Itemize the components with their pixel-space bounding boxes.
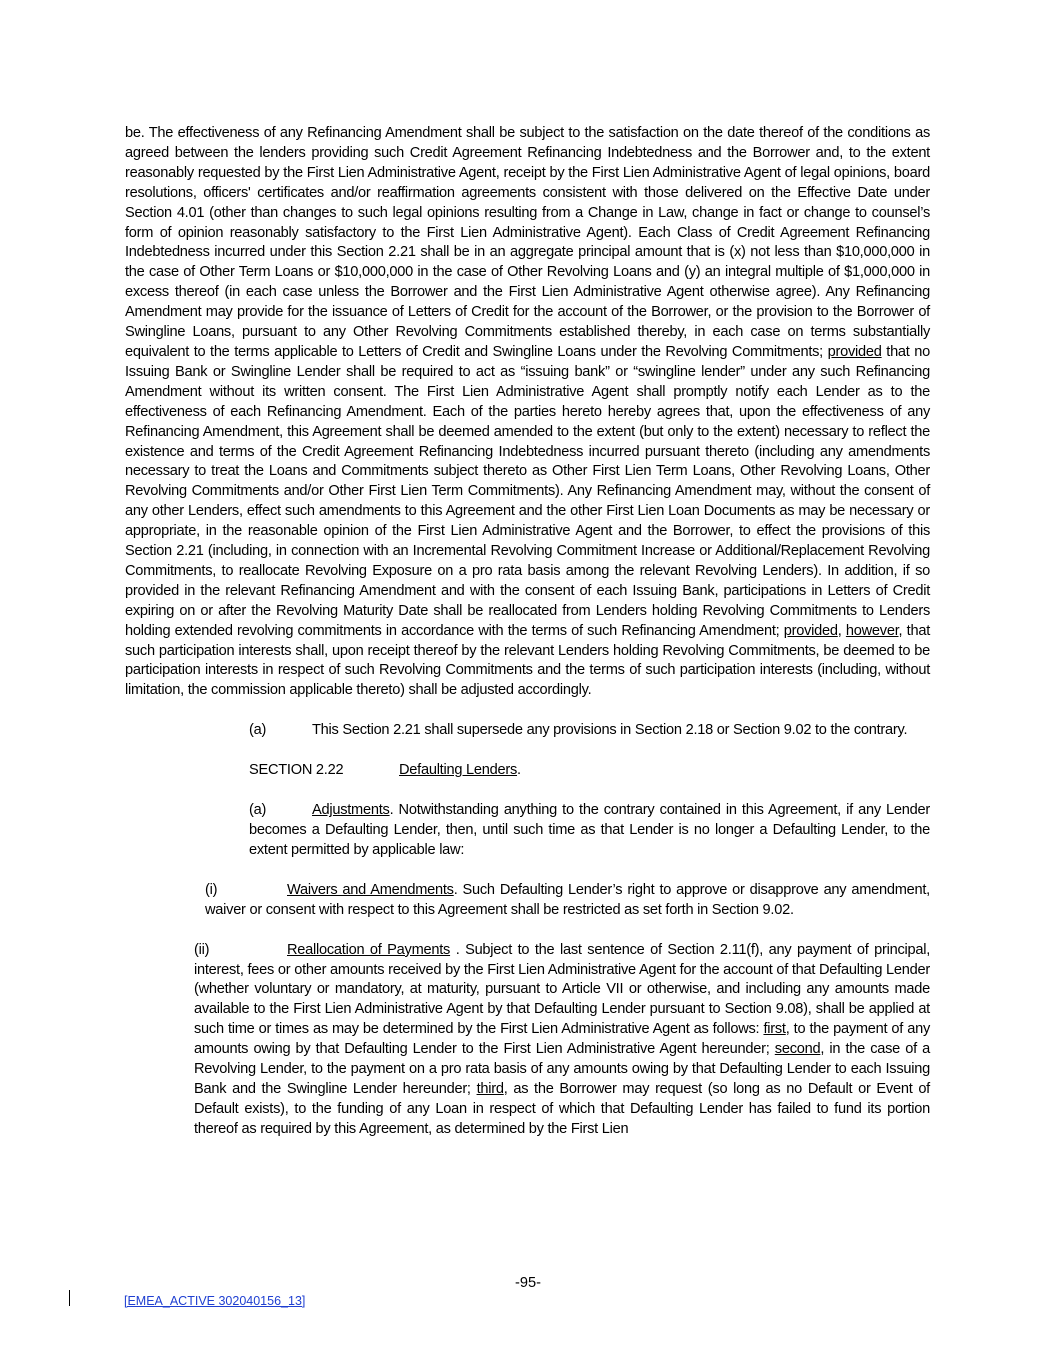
clause-label: (ii) (194, 941, 210, 958)
text-run: , as the Borrower may request (so long as no Default or Event of Default exists), to the funding of any Loan in respect of which that Defaulting Lender has failed to fund its portion thereof as required by this Agreement, as determined by the First Lien (194, 1080, 930, 1137)
clause-label: (a) (249, 722, 267, 739)
underlined-term: first (763, 1021, 786, 1038)
paragraph-a-supersede (125, 721, 930, 741)
text-run: , to the payment of any amounts owing by that Defaulting Lender to the First Lien Administrative Agent hereunder; (194, 1021, 930, 1058)
clause-heading: Waivers and Amendments (287, 881, 454, 898)
underlined-term: third (476, 1080, 504, 1097)
underlined-term: however (845, 622, 899, 639)
document-reference-link[interactable]: [EMEA_ACTIVE 302040156_13] (124, 1294, 306, 1308)
paragraph-refinancing-amendment (125, 124, 930, 701)
section-number: SECTION 2.22 (249, 762, 344, 779)
clause-heading: Adjustments (312, 802, 390, 819)
clause-heading: Reallocation of Payments (287, 941, 451, 958)
text-run: be. The effectiveness of any Refinancing Amendment shall be subject to the satisfaction on the date thereof of the conditions as agreed between the lenders providing such Credit Agreement Refinancing Indebtedness and the Borrower and, to the extent reasonably requested by the First Lien Administrative Agent, receipt by the First Lien Administrative Agent of legal opinions, board resolutions, officers' certificates and/or reaffirmation agreements consistent with those delivered on the Effective Date under Section 4.01 (other than changes to such legal opinions resulting from a Change in Law, change in fact or change to counsel’s form of opinion reasonably satisfactory to the First Lien Administrative Agent). Each Class of Credit Agreement Refinancing Indebtedness incurred under this Section 2.21 shall be in an aggregate principal amount that is (x) not less than $10,000,000 in the case of Other Term Loans or $10,000,000 in the case of Other Revolving Loans and (y) an integral multiple of $1,000,000 in excess thereof (in each case unless the Borrower and the First Lien Administrative Agent otherwise agree). Any Refinancing Amendment may provide for the issuance of Letters of Credit for the account of the Borrower, or the provision to the Borrower of Swingline Loans, pursuant to any Other Revolving Commitments established thereby, in each case on terms substantially equivalent to the terms applicable to Letters of Credit and Swingline Loans under the Revolving Commitments; (125, 125, 930, 360)
text-run: , (837, 622, 846, 639)
section-title: Defaulting Lenders (399, 762, 518, 779)
page-number: -95- (515, 1275, 541, 1291)
clause-label: (i) (205, 881, 218, 898)
paragraph-waivers (125, 881, 930, 921)
text-run: , that such participation interests shall, upon receipt thereof by the relevant Lenders holding Revolving Commitments, be deemed to be participation interests in respect of such Revolving Commitments and the terms of such participation interests (including, without limitation, the commission applicable thereto) shall be adjusted accordingly. (125, 622, 931, 699)
clause-text: . Notwithstanding anything to the contrary contained in this Agreement, if any Lender becomes a Defaulting Lender, then, until such time as that Lender is no longer a Defaulting Lender, to the extent permitted by applicable law: (249, 802, 930, 858)
text-run: that no Issuing Bank or Swingline Lender shall be required to act as “issuing bank” or “swingline lender” under any such Refinancing Amendment without its written consent. The First Lien Administrative Agent shall promptly notify each Lender as to the effectiveness of each Refinancing Amendment. Each of the parties hereto hereby agrees that, upon the effectiveness of any Refinancing Amendment, this Agreement shall be deemed amended to the extent (but only to the extent) necessary to reflect the existence and terms of the Credit Agreement Refinancing Indebtedness incurred pursuant thereto (including any amendments necessary to treat the Loans and Commitments subject thereto as Other First Lien Term Loans, Other Revolving Loans, Other Revolving Commitments and/or Other First Lien Term Commitments). Any Refinancing Amendment may, without the consent of any other Lenders, effect such amendments to this Agreement and the other First Lien Loan Documents as may be necessary or appropriate, in the reasonable opinion of the First Lien Administrative Agent and the Borrower, to effect the provisions of this Section 2.21 (including, in connection with an Incremental Revolving Commitment Increase or Additional/Replacement Revolving Commitments, to reallocate Revolving Exposure on a pro rata basis among the relevant Revolving Lenders). In addition, if so provided in the relevant Refinancing Amendment and with the consent of each Issuing Bank, participations in Letters of Credit expiring on or after the Revolving Maturity Date shall be reallocated from Lenders holding Revolving Commitments to Lenders holding extended revolving commitments in accordance with the terms of such Refinancing Amendment; (125, 343, 930, 639)
text-run: , in the case of a Revolving Lender, to the payment on a pro rata basis of any amounts owing by that Defaulting Lender to each Issuing Bank and the Swingline Lender hereunder; (194, 1041, 930, 1097)
clause-text: This Section 2.21 shall supersede any provisions in Section 2.18 or Section 9.02 to the contrary. (312, 722, 908, 739)
clause-label: (a) (249, 802, 267, 819)
paragraph-adjustments (125, 801, 930, 861)
underlined-term: provided (827, 343, 882, 360)
document-body (125, 124, 930, 1140)
underlined-term: provided (783, 622, 838, 639)
text-run: . Subject to the last sentence of Section 2.11(f), any payment of principal, interest, fees or other amounts received by the First Lien Administrative Agent for the account of that Defaulting Lender (whether voluntary or mandatory, at maturity, pursuant to Article VII or otherwise, and including any amounts made available to the First Lien Administrative Agent by that Defaulting Lender pursuant to Section 9.08), shall be applied at such time or times as may be determined by the First Lien Administrative Agent as follows: (194, 941, 931, 1038)
paragraph-reallocation (125, 941, 930, 1140)
clause-text: . Such Defaulting Lender’s right to approve or disapprove any amendment, waiver or consent with respect to this Agreement shall be restricted as set forth in Section 9.02. (205, 881, 930, 918)
section-heading: SECTION 2.22 Defaulting Lenders. (125, 761, 930, 781)
underlined-term: second (774, 1041, 821, 1058)
change-bar (69, 1290, 70, 1306)
